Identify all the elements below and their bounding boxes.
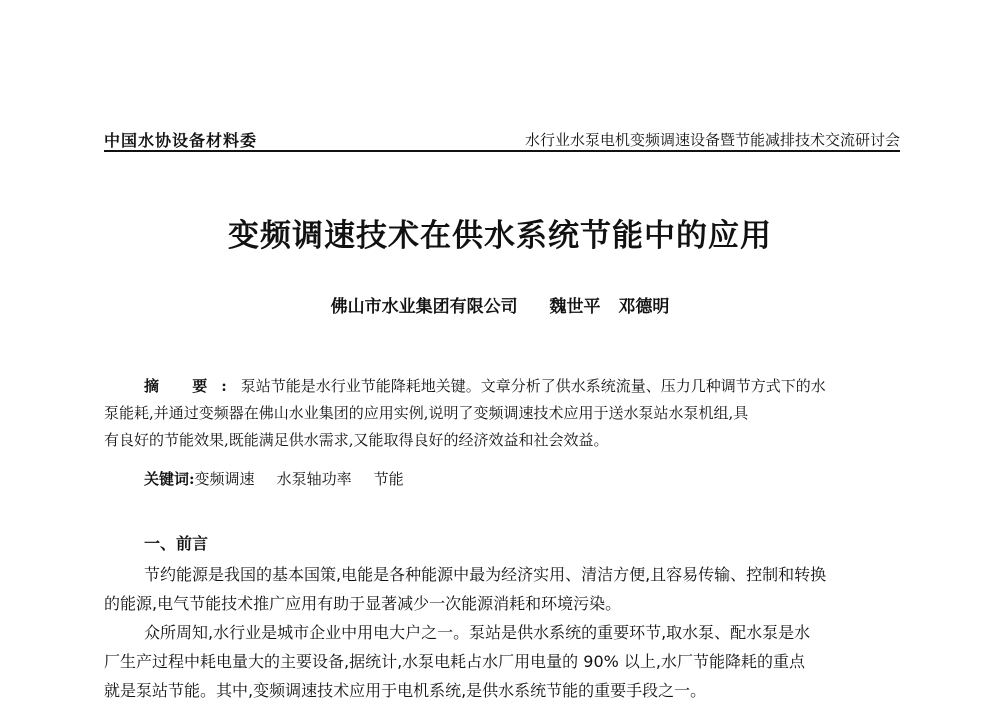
body-line: 厂生产过程中耗电量大的主要设备,据统计,水泵电耗占水厂用电量的 90% 以上,水厂节能降耗的重点 [104, 652, 805, 671]
section-body [104, 560, 900, 705]
keyword: 变频调速 [194, 470, 255, 488]
author-name: 魏世平 [549, 297, 601, 317]
body-line: 的能源,电气节能技术推广应用有助于显著减少一次能源消耗和环境污染。 [104, 594, 622, 613]
author-name: 邓德明 [618, 297, 670, 317]
keyword: 节能 [373, 470, 404, 488]
abstract-line: 有良好的节能效果,既能满足供水需求,又能取得良好的经济效益和社会效益。 [104, 431, 609, 449]
body-line: 众所周知,水行业是城市企业中用电大户之一。泵站是供水系统的重要环节,取水泵、配水泵是水 [144, 623, 811, 642]
author-line [0, 292, 1000, 317]
keywords-label: 关键词: [144, 470, 195, 488]
abstract-line [104, 373, 900, 400]
keywords [144, 468, 426, 489]
header-committee: 中国水协设备材料委 [104, 131, 258, 150]
section-heading: 一、前言 [144, 534, 209, 553]
running-header [104, 126, 900, 152]
abstract-label: 摘 要: [144, 377, 241, 395]
abstract-text: 泵站节能是水行业节能降耗地关键。文章分析了供水系统流量、压力几种调节方式下的水 [240, 377, 826, 395]
author-organization: 佛山市水业集团有限公司 [330, 297, 518, 317]
body-line: 就是泵站节能。其中,变频调速技术应用于电机系统,是供水系统节能的重要手段之一。 [104, 681, 707, 700]
abstract [104, 373, 900, 454]
body-line: 节约能源是我国的基本国策,电能是各种能源中最为经济实用、清洁方便,且容易传输、控制和转换 [144, 565, 827, 584]
paper-title: 变频调速技术在供水系统节能中的应用 [228, 218, 772, 254]
keyword: 水泵轴功率 [276, 470, 352, 488]
header-conference: 水行业水泵电机变频调速设备暨节能减排技术交流研讨会 [524, 131, 900, 149]
abstract-line: 泵能耗,并通过变频器在佛山水业集团的应用实例,说明了变频调速技术应用于送水泵站水泵机组,具 [104, 404, 749, 422]
